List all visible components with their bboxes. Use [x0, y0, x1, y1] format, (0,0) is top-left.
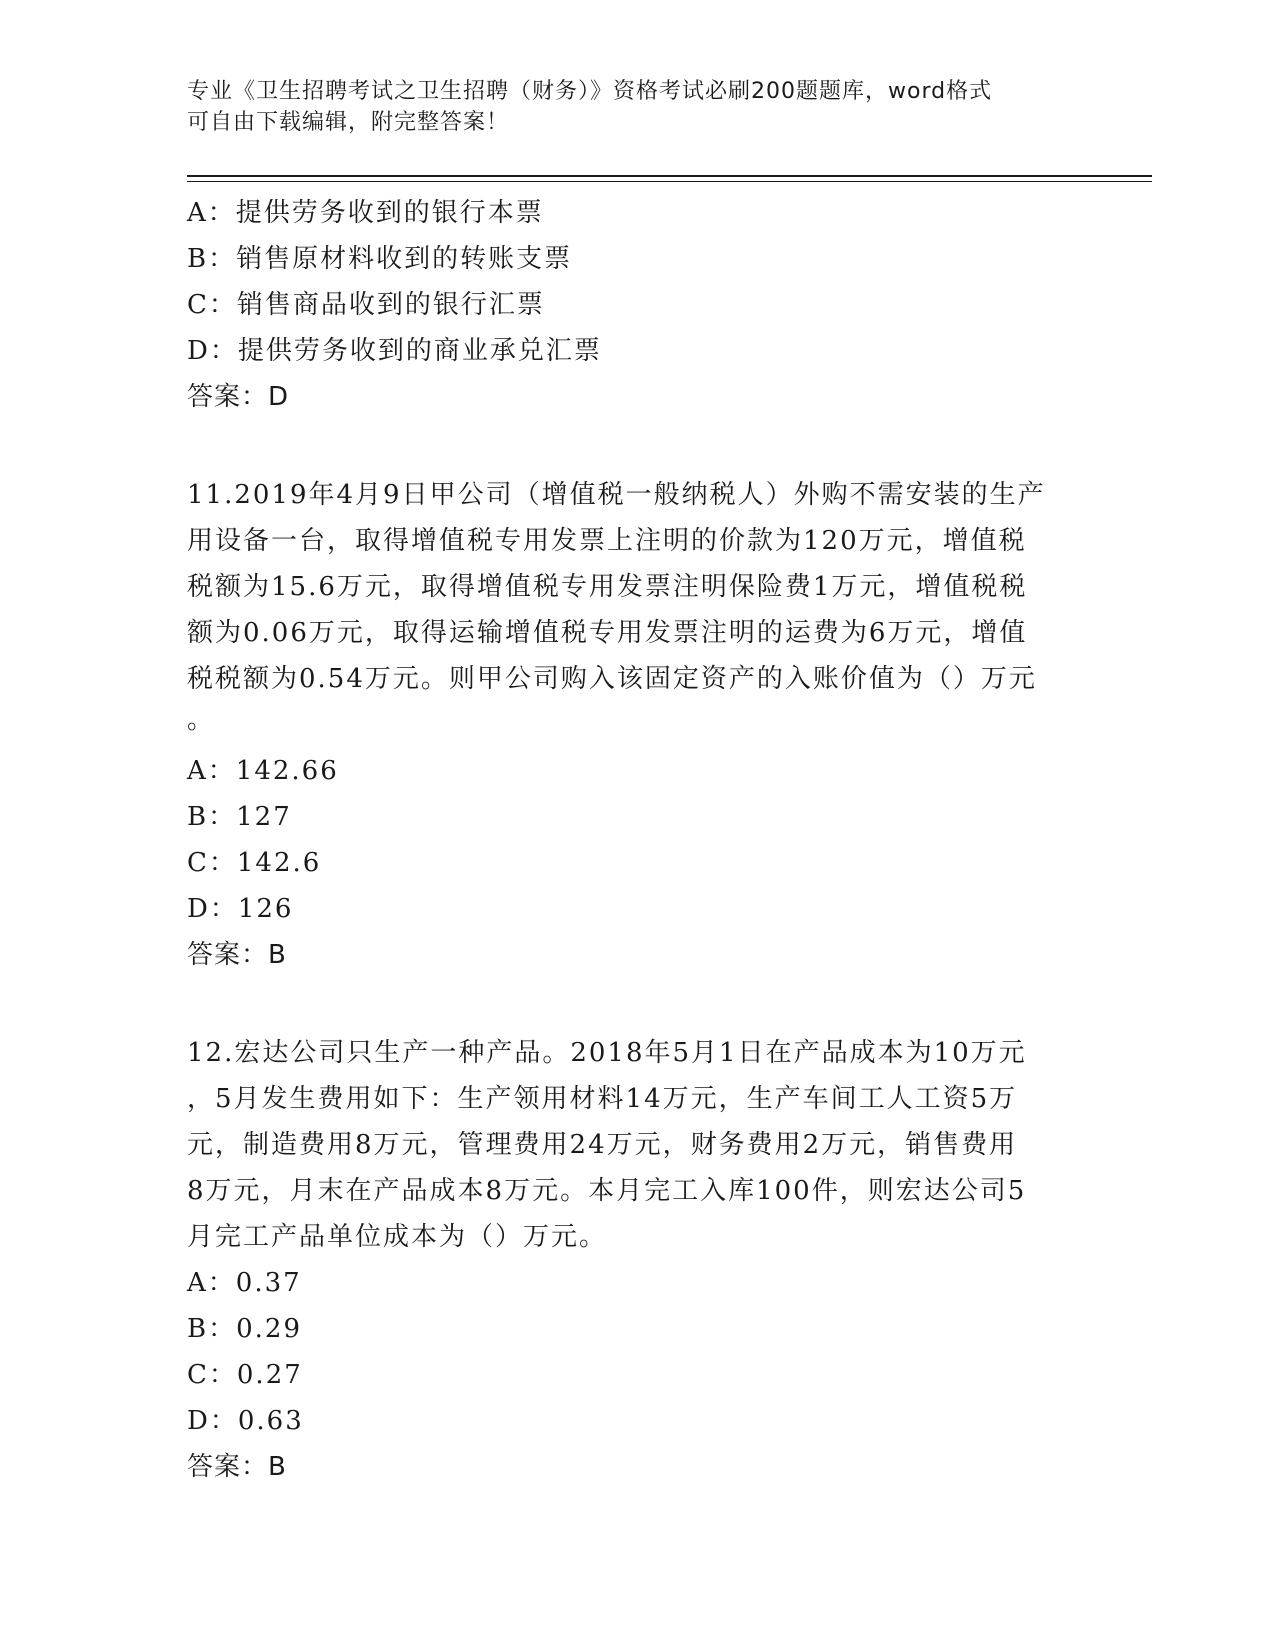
option-c: C：销售商品收到的银行汇票 — [187, 290, 545, 320]
question-11-text-line: 税额为15.6万元，取得增值税专用发票注明保险费1万元，增值税税 — [187, 572, 1028, 602]
question-10-answer: 答案：D — [187, 382, 290, 412]
option-a: A：提供劳务收到的银行本票 — [187, 198, 544, 228]
question-content — [187, 190, 1087, 1490]
header-divider-thick — [187, 175, 1152, 177]
question-10-options — [187, 190, 1087, 420]
spacer — [187, 978, 1087, 1030]
header-line-1: 专业《卫生招聘考试之卫生招聘（财务）》资格考试必刷200题题库，word格式 — [187, 79, 993, 104]
option-d: D：0.63 — [187, 1406, 304, 1436]
question-11 — [187, 472, 1087, 978]
question-11-text-line: 11.2019年4月9日甲公司（增值税一般纳税人）外购不需安装的生产 — [187, 480, 1046, 510]
option-a: A：0.37 — [187, 1268, 302, 1298]
spacer — [187, 420, 1087, 472]
question-11-text-line: 税税额为0.54万元。则甲公司购入该固定资产的入账价值为（）万元 — [187, 664, 1037, 694]
option-d: D：提供劳务收到的商业承兑汇票 — [187, 336, 602, 366]
question-12-answer: 答案：B — [187, 1452, 287, 1482]
question-11-text-line: 额为0.06万元，取得运输增值税专用发票注明的运费为6万元，增值 — [187, 618, 1028, 648]
question-11-text-line: 。 — [187, 705, 216, 735]
question-12-text-line: 月完工产品单位成本为（）万元。 — [187, 1222, 608, 1252]
option-b: B：127 — [187, 802, 292, 832]
option-c: C：0.27 — [187, 1360, 303, 1390]
option-c: C：142.6 — [187, 848, 322, 878]
question-11-answer: 答案：B — [187, 940, 287, 970]
question-12 — [187, 1030, 1087, 1490]
question-12-text-line: 元，制造费用8万元，管理费用24万元，财务费用2万元，销售费用 — [187, 1130, 1018, 1160]
document-header — [187, 76, 1067, 138]
question-12-text-line: ，5月发生费用如下：生产领用材料14万元，生产车间工人工资5万 — [187, 1084, 1018, 1114]
option-a: A：142.66 — [187, 756, 339, 786]
option-d: D：126 — [187, 894, 294, 924]
question-12-text-line: 8万元，月末在产品成本8万元。本月完工入库100件，则宏达公司5 — [187, 1176, 1027, 1206]
question-12-text-line: 12.宏达公司只生产一种产品。2018年5月1日在产品成本为10万元 — [187, 1038, 1027, 1068]
option-b: B：0.29 — [187, 1314, 302, 1344]
header-divider-thin — [187, 181, 1152, 182]
question-11-text-line: 用设备一台，取得增值税专用发票上注明的价款为120万元，增值税 — [187, 526, 1027, 556]
option-b: B：销售原材料收到的转账支票 — [187, 244, 573, 274]
header-line-2: 可自由下载编辑，附完整答案！ — [187, 110, 510, 135]
